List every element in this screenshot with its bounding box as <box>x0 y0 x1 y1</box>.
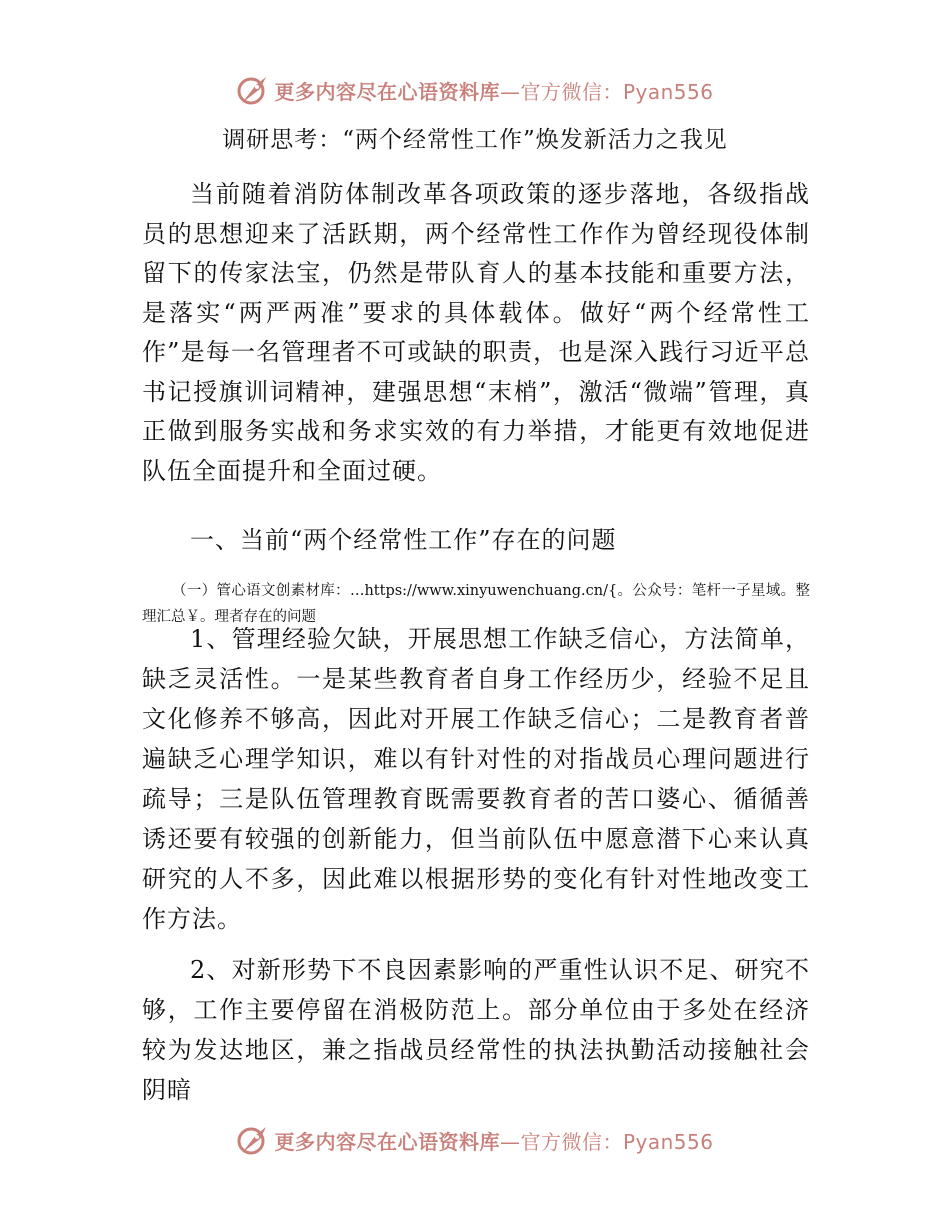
banner-text: 更多内容尽在心语资料库—官方微信：Pyan556 <box>274 1129 714 1154</box>
subsection-heading-1: （一）管心语文创素材库：…https://www.xinyuwenchuang.cn/{。公众号：笔杆一子星域。整理汇总￥。理者存在的问题 <box>142 583 810 625</box>
header-banner <box>0 70 950 110</box>
document-title: 调研思考：“两个经常性工作”焕发新活力之我见 <box>222 127 728 153</box>
banner-text: 更多内容尽在心语资料库—官方微信：Pyan556 <box>274 79 714 104</box>
footer-banner <box>0 1120 950 1160</box>
pen-nib-circle-icon <box>236 1123 270 1157</box>
paragraph-point-1: 1、管理经验欠缺，开展思想工作缺乏信心，方法简单，缺乏灵活性。一是某些教育者自身工作经历少，经验不足且文化修养不够高，因此对开展工作缺乏信心；二是教育者普遍缺乏心理学知识，难以有针对性的对指战员心理问题进行疏导；三是队伍管理教育既需要教育者的苦口婆心、循循善诱还要有较强的创新能力，但当前队伍中愿意潜下心来认真研究的人不多，因此难以根据形势的变化有针对性地改变工作方法。 <box>142 625 810 933</box>
paragraph-intro: 当前随着消防体制改革各项政策的逐步落地，各级指战员的思想迎来了活跃期，两个经常性工作作为曾经现役体制留下的传家法宝，仍然是带队育人的基本技能和重要方法，是落实“两严两准”要求的具体载体。做好“两个经常性工作”是每一名管理者不可或缺的职责，也是深入践行习近平总书记授旗训词精神，建强思想“末梢”，激活“微端”管理，真正做到服务实战和务求实效的有力举措，才能更有效地促进队伍全面提升和全面过硬。 <box>142 180 810 485</box>
section-heading-1: 一、当前“两个经常性工作”存在的问题 <box>190 526 617 554</box>
paragraph-point-2: 2、对新形势下不良因素影响的严重性认识不足、研究不够，工作主要停留在消极防范上。部分单位由于多处在经济较为发达地区，兼之指战员经常性的执法执勤活动接触社会阴暗 <box>142 956 810 1104</box>
pen-nib-circle-icon <box>236 73 270 107</box>
